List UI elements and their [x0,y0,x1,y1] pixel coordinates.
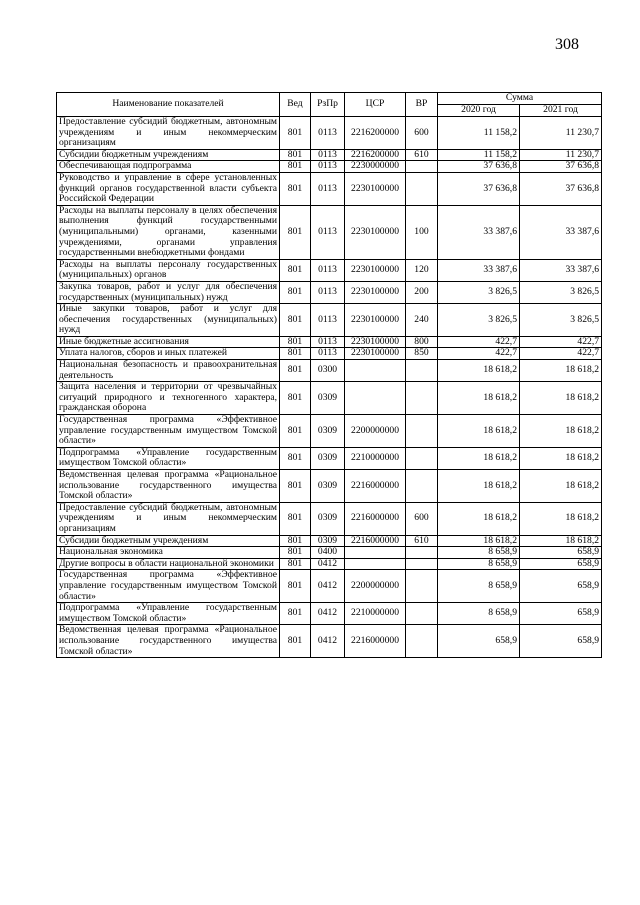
row-ved: 801 [280,558,311,570]
row-vr [406,603,438,625]
row-csr: 2216000000 [345,535,406,547]
row-amount-2021: 37 636,8 [520,172,602,205]
row-amount-2021: 422,7 [520,348,602,360]
row-amount-2020: 8 658,9 [438,547,520,559]
row-name: Ведомственная целевая программа «Рациональное использование государственного имущества Томской области» [57,470,280,503]
row-amount-2021: 658,9 [520,570,602,603]
row-ved: 801 [280,603,311,625]
table-row [57,304,602,337]
row-name: Расходы на выплаты персоналу в целях обеспечения выполнения функций государственными (муниципальными) органами, казенными учреждениями, органами управления государственными внебюджетными фондами [57,205,280,259]
row-csr: 2210000000 [345,447,406,469]
row-amount-2020: 18 618,2 [438,360,520,382]
table-row [57,149,602,161]
row-name: Национальная безопасность и правоохранительная деятельность [57,360,280,382]
row-ved: 801 [280,304,311,337]
row-ved: 801 [280,161,311,173]
row-ved: 801 [280,470,311,503]
table-row [57,558,602,570]
row-amount-2020: 18 618,2 [438,382,520,415]
table-row [57,502,602,535]
row-vr [406,382,438,415]
row-rzpr: 0113 [311,117,345,150]
table-row [57,625,602,658]
row-rzpr: 0400 [311,547,345,559]
row-vr: 610 [406,535,438,547]
row-name: Национальная экономика [57,547,280,559]
row-vr: 600 [406,502,438,535]
row-amount-2020: 658,9 [438,625,520,658]
row-ved: 801 [280,502,311,535]
row-amount-2021: 11 230,7 [520,149,602,161]
row-rzpr: 0412 [311,570,345,603]
row-name: Другие вопросы в области национальной экономики [57,558,280,570]
row-ved: 801 [280,117,311,150]
row-amount-2021: 658,9 [520,547,602,559]
row-vr [406,470,438,503]
row-name: Защита населения и территории от чрезвычайных ситуаций природного и техногенного характера, гражданская оборона [57,382,280,415]
row-amount-2020: 37 636,8 [438,172,520,205]
row-vr [406,547,438,559]
header-rzpr: РзПр [311,93,345,117]
table-body [57,117,602,658]
row-csr: 2216200000 [345,117,406,150]
table-row [57,603,602,625]
row-name: Предоставление субсидий бюджетным, автономным учреждениям и иным некоммерческим организациям [57,502,280,535]
row-amount-2021: 37 636,8 [520,161,602,173]
table-row [57,447,602,469]
row-rzpr: 0309 [311,382,345,415]
row-csr: 2216200000 [345,149,406,161]
row-csr [345,558,406,570]
row-csr: 2200000000 [345,570,406,603]
row-name: Предоставление субсидий бюджетным, автономным учреждениям и иным некоммерческим организациям [57,117,280,150]
row-amount-2021: 3 826,5 [520,281,602,303]
row-ved: 801 [280,547,311,559]
row-amount-2020: 8 658,9 [438,558,520,570]
row-csr: 2230100000 [345,259,406,281]
header-name: Наименование показателей [57,93,280,117]
row-rzpr: 0300 [311,360,345,382]
row-vr: 200 [406,281,438,303]
row-csr [345,360,406,382]
row-vr [406,570,438,603]
row-amount-2021: 658,9 [520,558,602,570]
row-vr: 120 [406,259,438,281]
row-amount-2020: 18 618,2 [438,415,520,448]
page-number: 308 [555,36,579,53]
row-rzpr: 0113 [311,336,345,348]
row-amount-2020: 3 826,5 [438,281,520,303]
row-name: Иные закупки товаров, работ и услуг для обеспечения государственных (муниципальных) нужд [57,304,280,337]
row-name: Иные бюджетные ассигнования [57,336,280,348]
row-name: Субсидии бюджетным учреждениям [57,535,280,547]
row-csr: 2230100000 [345,348,406,360]
row-name: Обеспечивающая подпрограмма [57,161,280,173]
row-csr: 2230000000 [345,161,406,173]
table-row [57,117,602,150]
row-rzpr: 0309 [311,535,345,547]
table-row [57,336,602,348]
header-year-2020: 2020 год [438,105,520,117]
row-ved: 801 [280,336,311,348]
row-amount-2021: 18 618,2 [520,447,602,469]
row-csr: 2230100000 [345,172,406,205]
row-csr: 2216000000 [345,470,406,503]
table-row [57,161,602,173]
row-ved: 801 [280,281,311,303]
table-row [57,547,602,559]
row-vr [406,625,438,658]
row-name: Подпрограмма «Управление государственным имуществом Томской области» [57,447,280,469]
row-amount-2020: 18 618,2 [438,470,520,503]
row-csr [345,547,406,559]
row-name: Закупка товаров, работ и услуг для обеспечения государственных (муниципальных) нужд [57,281,280,303]
row-rzpr: 0113 [311,172,345,205]
row-rzpr: 0113 [311,281,345,303]
row-ved: 801 [280,172,311,205]
table-row [57,360,602,382]
header-csr: ЦСР [345,93,406,117]
header-year-2021: 2021 год [520,105,602,117]
row-amount-2020: 37 636,8 [438,161,520,173]
row-csr: 2216000000 [345,625,406,658]
row-ved: 801 [280,205,311,259]
row-vr: 800 [406,336,438,348]
row-amount-2021: 422,7 [520,336,602,348]
row-amount-2020: 11 158,2 [438,117,520,150]
row-rzpr: 0309 [311,502,345,535]
table-row [57,348,602,360]
row-ved: 801 [280,149,311,161]
row-rzpr: 0412 [311,625,345,658]
header-vr: ВР [406,93,438,117]
row-name: Уплата налогов, сборов и иных платежей [57,348,280,360]
row-vr: 100 [406,205,438,259]
row-ved: 801 [280,415,311,448]
row-rzpr: 0309 [311,447,345,469]
row-vr: 240 [406,304,438,337]
row-rzpr: 0113 [311,205,345,259]
row-amount-2021: 18 618,2 [520,535,602,547]
row-ved: 801 [280,348,311,360]
row-ved: 801 [280,360,311,382]
row-rzpr: 0113 [311,348,345,360]
row-amount-2021: 658,9 [520,603,602,625]
row-ved: 801 [280,625,311,658]
row-amount-2020: 8 658,9 [438,570,520,603]
row-amount-2020: 3 826,5 [438,304,520,337]
row-amount-2021: 658,9 [520,625,602,658]
row-amount-2021: 18 618,2 [520,470,602,503]
row-name: Государственная программа «Эффективное управление государственным имуществом Томской области» [57,415,280,448]
row-csr: 2210000000 [345,603,406,625]
row-amount-2020: 33 387,6 [438,259,520,281]
row-csr: 2230100000 [345,304,406,337]
row-amount-2021: 18 618,2 [520,382,602,415]
row-amount-2020: 18 618,2 [438,447,520,469]
row-rzpr: 0412 [311,603,345,625]
row-name: Расходы на выплаты персоналу государственных (муниципальных) органов [57,259,280,281]
header-ved: Вед [280,93,311,117]
budget-table [56,92,602,658]
row-name: Ведомственная целевая программа «Рациональное использование государственного имущества Томской области» [57,625,280,658]
row-amount-2021: 3 826,5 [520,304,602,337]
table-row [57,172,602,205]
row-rzpr: 0412 [311,558,345,570]
row-vr: 600 [406,117,438,150]
row-csr: 2230100000 [345,205,406,259]
row-rzpr: 0113 [311,304,345,337]
table-row [57,535,602,547]
row-amount-2020: 422,7 [438,348,520,360]
row-amount-2020: 11 158,2 [438,149,520,161]
table-row [57,205,602,259]
row-name: Подпрограмма «Управление государственным имуществом Томской области» [57,603,280,625]
row-amount-2021: 18 618,2 [520,502,602,535]
row-vr: 850 [406,348,438,360]
row-csr: 2200000000 [345,415,406,448]
row-rzpr: 0113 [311,259,345,281]
row-rzpr: 0113 [311,161,345,173]
row-ved: 801 [280,259,311,281]
row-csr: 2230100000 [345,336,406,348]
row-ved: 801 [280,447,311,469]
row-amount-2020: 422,7 [438,336,520,348]
row-rzpr: 0309 [311,470,345,503]
row-ved: 801 [280,382,311,415]
row-vr [406,161,438,173]
row-rzpr: 0113 [311,149,345,161]
row-vr [406,447,438,469]
row-vr: 610 [406,149,438,161]
row-vr [406,415,438,448]
row-rzpr: 0309 [311,415,345,448]
row-amount-2021: 33 387,6 [520,205,602,259]
table-row [57,470,602,503]
row-name: Субсидии бюджетным учреждениям [57,149,280,161]
row-vr [406,558,438,570]
row-amount-2021: 33 387,6 [520,259,602,281]
row-ved: 801 [280,535,311,547]
row-amount-2021: 18 618,2 [520,415,602,448]
row-csr: 2216000000 [345,502,406,535]
row-csr: 2230100000 [345,281,406,303]
row-amount-2021: 18 618,2 [520,360,602,382]
row-ved: 801 [280,570,311,603]
row-name: Руководство и управление в сфере установленных функций органов государственной власти субъекта Российской Федерации [57,172,280,205]
table-row [57,570,602,603]
table-row [57,415,602,448]
table-row [57,259,602,281]
row-amount-2020: 18 618,2 [438,502,520,535]
row-csr [345,382,406,415]
row-amount-2020: 8 658,9 [438,603,520,625]
row-amount-2020: 33 387,6 [438,205,520,259]
table-row [57,281,602,303]
row-vr [406,172,438,205]
row-vr [406,360,438,382]
row-amount-2021: 11 230,7 [520,117,602,150]
table-row [57,382,602,415]
row-amount-2020: 18 618,2 [438,535,520,547]
row-name: Государственная программа «Эффективное управление государственным имуществом Томской области» [57,570,280,603]
header-sum: Сумма [438,93,602,105]
